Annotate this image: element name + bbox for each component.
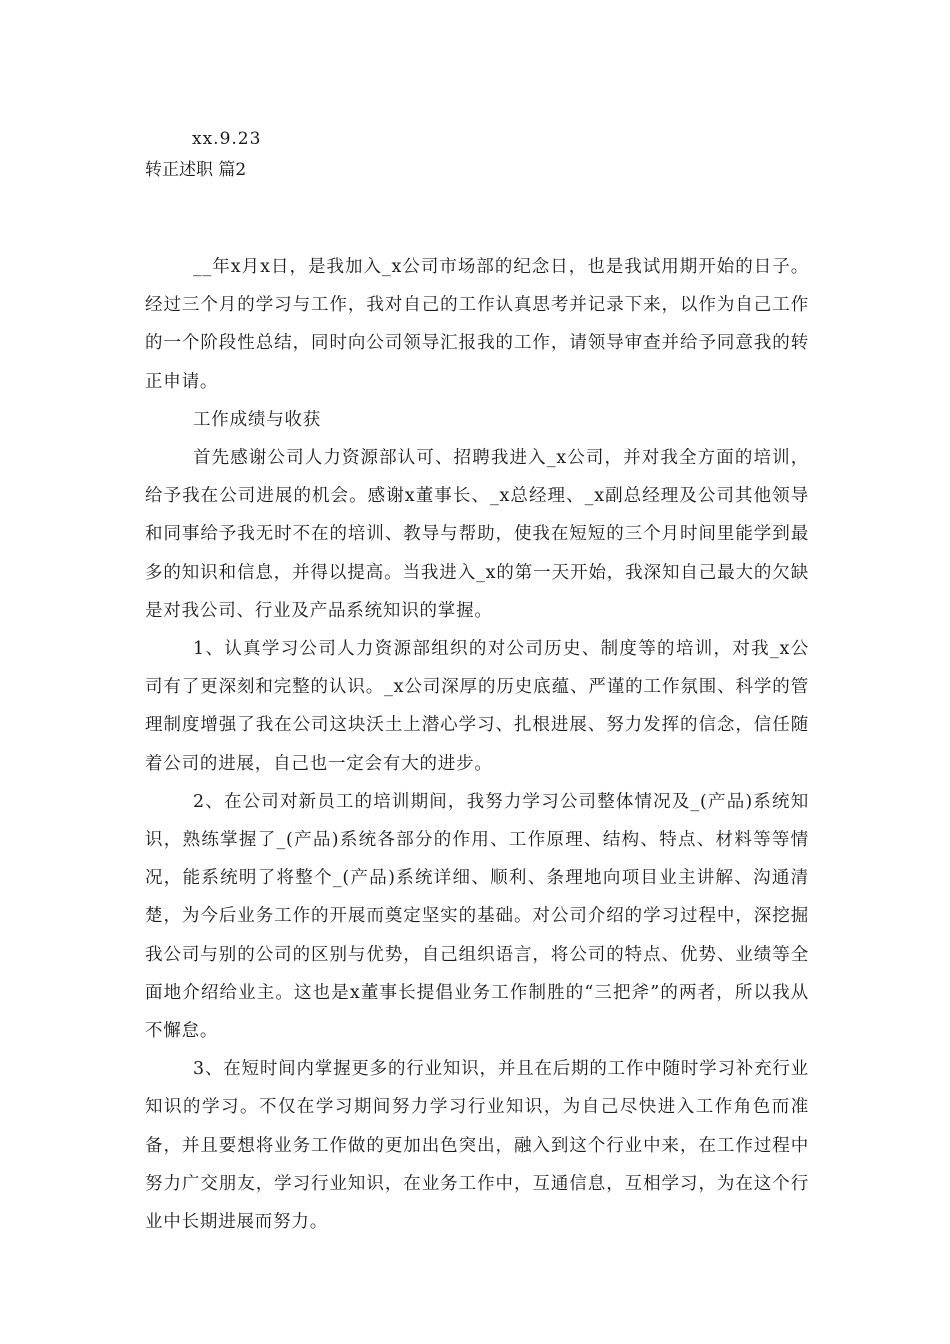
- paragraph-intro: __年x月x日，是我加入_x公司市场部的纪念日，也是我试用期开始的日子。经过三个月的学习与工作，我对自己的工作认真思考并记录下来，以作为自己工作的一个阶段性总结，同时向公司领导汇报我的工作，请领导审查并给予同意我的转正申请。: [145, 257, 809, 392]
- section-heading-achievements: 工作成绩与收获: [193, 409, 322, 430]
- document-body: [145, 248, 809, 1241]
- paragraph-item-3: 3、在短时间内掌握更多的行业知识，并且在后期的工作中随时学习补充行业知识的学习。不仅在学习期间努力学习行业知识，为自己尽快进入工作角色而准备，并且要想将业务工作做的更加出色突出，融入到这个行业中来，在工作过程中努力广交朋友，学习行业知识，在业务工作中，互通信息，互相学习，为在这个行业中长期进展而努力。: [145, 1059, 809, 1233]
- paragraph-item-1: 1、认真学习公司人力资源部组织的对公司历史、制度等的培训，对我_x公司有了更深刻和完整的认识。_x公司深厚的历史底蕴、严谨的工作氛围、科学的管理制度增强了我在公司这块沃土上潜心学习、扎根进展、努力发挥的信念，信任随着公司的进展，自己也一定会有大的进步。: [145, 639, 809, 774]
- paragraph-item-2: 2、在公司对新员工的培训期间，我努力学习公司整体情况及_(产品)系统知识，熟练掌握了_(产品)系统各部分的作用、工作原理、结构、特点、材料等等情况，能系统明了将整个_(产品)系统详细、顺利、条理地向项目业主讲解、沟通清楚，为今后业务工作的开展而奠定坚实的基础。对公司介绍的学习过程中，深挖掘我公司与别的公司的区别与优势，自己组织语言，将公司的特点、优势、业绩等全面地介绍给业主。这也是x董事长提倡业务工作制胜的“三把斧”的两者，所以我从不懈怠。: [145, 791, 809, 1042]
- document-heading: 转正述职 篇2: [145, 160, 247, 180]
- document-date: xx.9.23: [192, 129, 262, 149]
- paragraph-thanks: 首先感谢公司人力资源部认可、招聘我进入_x公司，并对我全方面的培训，给予我在公司进展的机会。感谢x董事长、_x总经理、_x副总经理及公司其他领导和同事给予我无时不在的培训、教导与帮助，使我在短短的三个月时间里能学到最多的知识和信息，并得以提高。当我进入_x的第一天开始，我深知自己最大的欠缺是对我公司、行业及产品系统知识的掌握。: [145, 448, 809, 621]
